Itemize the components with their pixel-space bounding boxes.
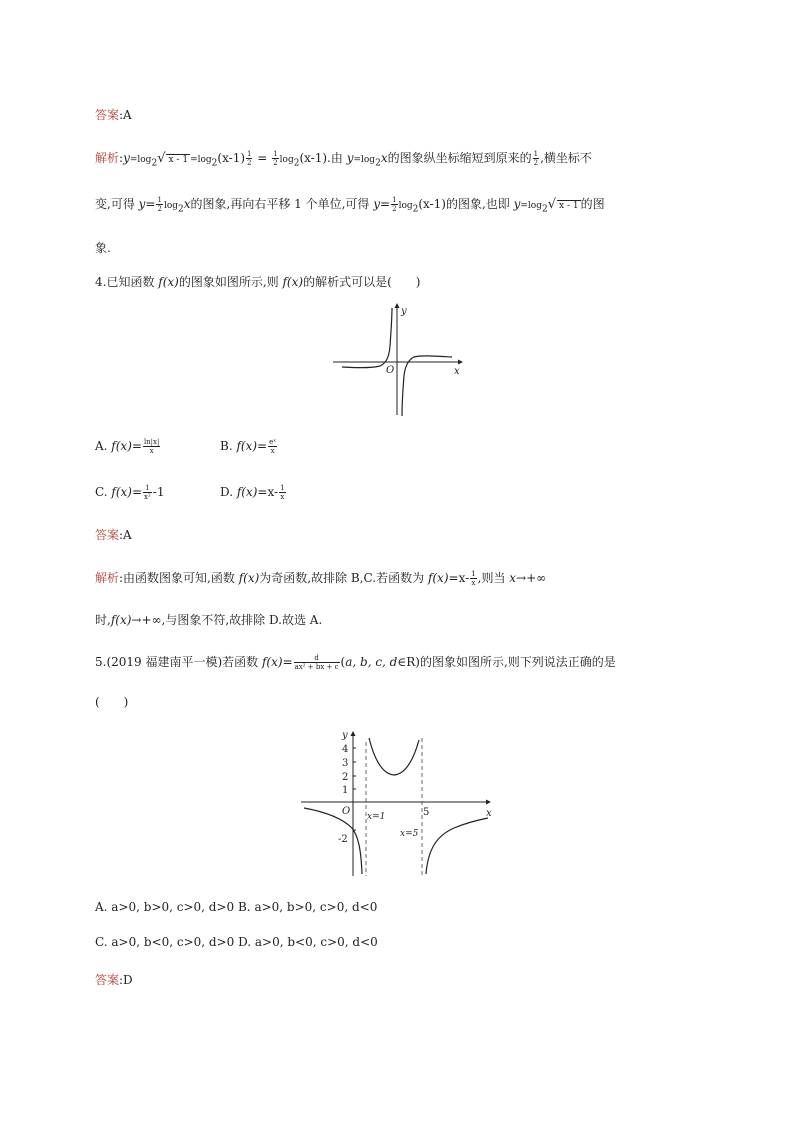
text: 的图 (580, 197, 605, 211)
fx: f(x) (111, 485, 132, 499)
var-y: y (373, 197, 381, 211)
q5-y-label: y (342, 730, 348, 741)
text: :由函数图象可知,函数 (119, 571, 239, 585)
q5-answer-value: :D (119, 973, 133, 987)
text: 时, (95, 613, 111, 627)
radical-sign: √ (157, 151, 166, 166)
sub-2: 2 (542, 204, 548, 215)
fx: f(x) (236, 439, 258, 453)
q5-answer-label: 答案 (95, 973, 120, 987)
q4-option-c[interactable] (95, 484, 220, 501)
denominator: x (149, 447, 154, 455)
text: ,横坐标不 (540, 151, 592, 165)
q5-tick-label-4: 4 (342, 744, 349, 755)
var-y: y (346, 151, 354, 165)
text: = (131, 485, 143, 499)
text: log (279, 155, 294, 165)
q4-curve-left (342, 308, 392, 368)
q5-y-arrow (351, 731, 356, 736)
q3-answer (95, 107, 132, 123)
sub-2: 2 (151, 158, 158, 169)
q5-stem (95, 654, 616, 671)
exponent-half: $\frac{1}{2}$ (247, 150, 252, 167)
denominator: ax² + bx + c (294, 663, 339, 671)
text: : (119, 151, 124, 165)
var-x: x (183, 197, 191, 211)
fraction (143, 484, 152, 501)
q4-analysis-label: 解析 (95, 571, 120, 585)
q5-x-label: x (486, 808, 492, 819)
q4-options-row-1 (95, 438, 278, 455)
fraction (279, 484, 285, 501)
text: (x-1)的图象,也即 (418, 197, 514, 211)
numerator: 1 (143, 484, 152, 493)
q5-label-x-eq-1: x=1 (367, 812, 386, 822)
q4-answer-value: :A (119, 528, 132, 542)
q5-x-arrow (486, 800, 491, 805)
text: = (282, 655, 293, 669)
q4-answer (95, 527, 132, 543)
q4-curve-right (402, 356, 452, 416)
q4-stem (95, 274, 420, 290)
fraction-half: $\frac{1}{2}$ (157, 196, 162, 213)
q3-answer-label: 答案 (95, 108, 120, 122)
q5-curve-right (426, 818, 488, 874)
q3-analysis-line-3 (95, 240, 111, 256)
numerator: d (294, 654, 340, 663)
q5-tick-label-5: 5 (423, 807, 430, 818)
var-y: y (123, 151, 130, 165)
text: = (257, 439, 268, 453)
q4-y-arrow (395, 303, 400, 308)
q4-analysis-line-2 (95, 612, 322, 628)
text: (x-1).由 (299, 151, 347, 165)
options-text: A. a>0, b>0, c>0, d>0 B. a>0, b>0, c>0, d<0 (95, 900, 378, 914)
q4-options-row-2 (95, 484, 287, 501)
radical-sign: √ (547, 197, 557, 212)
text: 4.已知函数 (95, 275, 159, 289)
text: →+∞,与图象不符,故排除 D.故选 A. (131, 613, 323, 627)
q3-analysis-line-1 (95, 150, 592, 171)
q4-analysis-line-1 (95, 570, 546, 587)
fx: f(x) (236, 485, 258, 499)
radicand: x - 1 (168, 155, 189, 165)
text: ,则当 (477, 571, 510, 585)
text: log (163, 201, 179, 211)
q4-answer-label: 答案 (95, 528, 120, 542)
text: = (131, 439, 142, 453)
text: -1 (152, 485, 165, 499)
text: =log (129, 155, 152, 165)
q4-option-b[interactable] (220, 438, 278, 455)
fraction (143, 438, 160, 455)
text: = (253, 151, 272, 165)
sub-2: 2 (178, 204, 184, 215)
option-label: C. (95, 485, 112, 499)
q4-option-d[interactable] (220, 484, 287, 501)
text: ∈R)的图象如图所示,则下列说法正确的是 (397, 655, 616, 669)
numerator: 1 (471, 570, 476, 578)
q5-tick-label-2: 2 (342, 772, 349, 783)
text: 象. (95, 241, 111, 255)
q4-origin-label: O (386, 365, 395, 376)
fx: f(x) (238, 571, 260, 585)
text: log (398, 201, 413, 211)
option-label: D. (220, 485, 237, 499)
q3-analysis-label: 解析 (95, 151, 120, 165)
text: 变,可得 (95, 197, 139, 211)
denominator: x² (144, 493, 151, 501)
q4-y-label: y (401, 306, 407, 317)
numerator: ln|x| (143, 438, 160, 446)
q5-answer (95, 972, 133, 988)
text: 的解析式可以是( ) (303, 275, 421, 289)
sub-2: 2 (412, 204, 419, 215)
var-y: y (513, 197, 521, 211)
numerator: 1 (280, 484, 285, 492)
text: ( (340, 655, 346, 669)
q5-tick-label-3: 3 (342, 758, 349, 769)
q4-option-a[interactable] (95, 438, 220, 455)
text: 为奇函数,故排除 B,C.若函数为 (259, 571, 428, 585)
q5-options-row-1[interactable] (95, 899, 377, 915)
sub-2: 2 (293, 158, 300, 169)
sub-2: 2 (375, 158, 381, 169)
text: =log (190, 155, 212, 165)
text: 的图象如图所示,则 (178, 275, 283, 289)
q5-tick-label-neg2: -2 (338, 834, 348, 845)
fx: f(x) (282, 275, 304, 289)
text: 的图象,再向右平移 1 个单位,可得 (190, 197, 374, 211)
q4-graph (330, 300, 465, 418)
text: =log (520, 201, 542, 211)
fraction (470, 570, 476, 587)
fx: f(x) (111, 439, 132, 453)
radicand: x - 1 (559, 201, 579, 211)
text: =log (353, 155, 376, 165)
text: ( ) (95, 695, 129, 709)
q5-origin-label: O (342, 806, 351, 817)
q3-analysis-line-2: 变,可得 y= $\frac{1}{2}$ $\log_2x$的图象,再向右平移 1 个单位,可得 y= $\frac{1}{2}$ $\log_2(x-1)$的图象,也即 $y=\log_2√$ x - 1 的图 (95, 196, 605, 215)
denominator: x (471, 579, 476, 587)
options-text: C. a>0, b<0, c>0, d>0 D. a>0, b<0, c>0, d<0 (95, 935, 378, 949)
q5-stem-paren (95, 694, 128, 710)
fx: f(x) (261, 655, 283, 669)
text: 的图象纵坐标缩短到原来的 (387, 151, 532, 165)
q3-answer-value: :A (119, 108, 132, 122)
text: (x-1) (217, 151, 246, 165)
fraction-half: $\frac{1}{2}$ (533, 150, 539, 167)
fx: f(x) (158, 275, 179, 289)
fraction (268, 438, 277, 455)
text: a, b, c, d (345, 655, 398, 669)
fraction-half: $\frac{1}{2}$ (273, 150, 278, 167)
q5-tick-label-1: 1 (342, 785, 349, 796)
q5-curve-middle (369, 738, 419, 775)
fraction-half: $\frac{1}{2}$ (392, 196, 397, 213)
q5-options-row-2[interactable] (95, 934, 378, 950)
text: x→+∞ (509, 571, 547, 585)
text: 5.(2019 福建南平一模)若函数 (95, 655, 262, 669)
q5-label-x-eq-5: x=5 (400, 829, 419, 839)
q4-x-arrow (458, 360, 463, 365)
option-label: B. (220, 439, 237, 453)
q4-x-label: x (454, 366, 460, 377)
var-y: y (138, 197, 146, 211)
fraction (294, 654, 340, 671)
text: =x- (257, 485, 279, 499)
denominator: x (280, 493, 285, 501)
sub-2: 2 (211, 158, 218, 169)
fx: f(x) (427, 571, 449, 585)
fx: f(x) (110, 613, 132, 627)
option-label: A. (95, 439, 112, 453)
var-x: x (380, 151, 388, 165)
text: =x- (448, 571, 470, 585)
q5-graph (296, 728, 496, 878)
numerator: eˣ (269, 438, 277, 446)
denominator: x (270, 447, 275, 455)
